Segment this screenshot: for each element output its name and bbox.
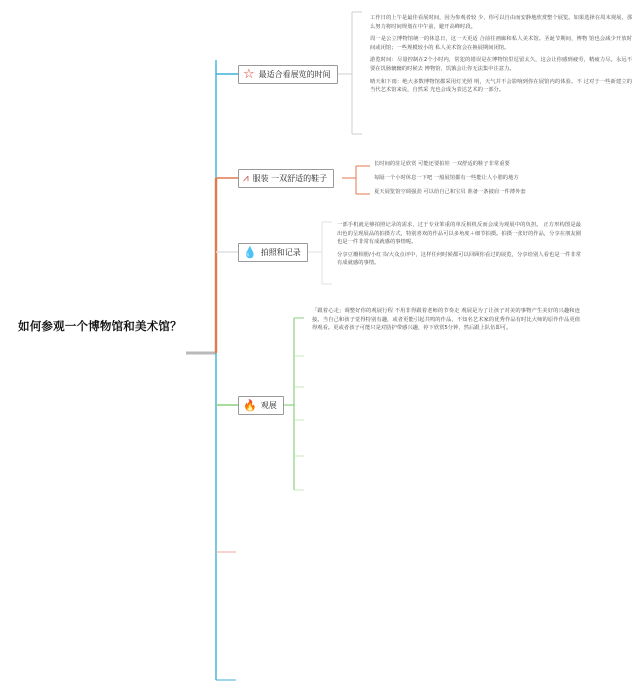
root-title: 如何参观一个博物馆和美术馆？: [18, 319, 182, 333]
note-paragraph: 分享豆瓣相册/小红书/大众点评中，这样任何时候都可以回顾你看过的展览，分享给别人看也是一件非常有成就感的事情。: [337, 251, 581, 267]
note-best-time: [370, 14, 632, 99]
branch-best-time[interactable]: [238, 65, 338, 84]
branch-label: 服装 一双舒适的鞋子: [252, 174, 328, 183]
fire-icon: 🔥: [243, 399, 257, 412]
note-photo: [337, 221, 581, 272]
branch-label: 拍照和记录: [260, 248, 301, 257]
leaf-rest-hourly: 每隔一个小时休息一下吧 一般展馆都有一些能让人小憩的地方: [374, 175, 519, 181]
star-icon: ☆: [243, 67, 255, 82]
note-paragraph: 「跟着心走」调整好你的观展行程 不用非得跟着老师的节奏走 观展是为了让孩子对美的事物产生美好的兴趣和连接。当自己和孩子觉得特别有趣，或者更能引起共鸣的作品，不知名艺术家的优秀作品有时比大师的原作作品更值得观看。更或者孩子可能只是对肋护带感兴趣，停下欣赏5分钟，然后跟上队伍即可。: [312, 308, 580, 332]
leaf-comfortable-shoes: 长时间的驻足欣赏 可能还要拍娃 一双舒适的鞋子非常重要: [374, 161, 510, 167]
water-drop-icon: 💧: [243, 246, 257, 259]
branch-viewing[interactable]: [238, 396, 284, 415]
branch-clothing[interactable]: [238, 169, 334, 188]
note-paragraph: 游览时间：尽量控制在2个小时内，常犯的错误是在博物馆里逗留太久，这会让你感到疲劳，精疲力尽。永远不要在饥肠辘辘的时候去 博物馆，饥饿会让你无法集中注意力。: [370, 57, 632, 72]
note-paragraph: 一部手机就足够拍照记录的需求，过于专业笨重的单反相机反而会成为观展中的负担。 正方形构图是最出色的呈现展品的拍摄方式，特别喜欢的作品可以多角度＋细节拍摄。拍摄一张好的作品，分享在朋友圈也是一件非常有成就感的事情呢。: [337, 222, 581, 246]
branch-photo[interactable]: [238, 243, 308, 262]
note-paragraph: 周一是公立博物馆统一的休息日，这一天更适 合前往画廊和私人美术馆。圣诞节期间，博物 馆也会减少开放时间或闭馆；一些规模较小的 私人美术馆会在换展期间闭馆。: [370, 36, 632, 51]
leaf-shawl: 夏天展览馆空调强劲 可以给自己和宝贝 准备一条披肩一件薄外套: [374, 189, 526, 195]
root-topic[interactable]: [18, 318, 182, 334]
note-paragraph: 晴天和下雨：绝大多数博物馆都采用灯光照 明，天气并不会影响到你在展馆内的体验。不 过对于一些新建立的当代艺术馆来说，自然采 光也会成为表达艺术的一部分。: [370, 78, 632, 94]
branch-label: 观展: [260, 401, 277, 410]
branch-label: 最适合看展览的时间: [258, 70, 331, 79]
note-paragraph: 工作日的上午是最佳看展时间，因为参观者较 少，你可以自由而安静地欣赏整个展览。如果选择在周末观展，那么努力将时间规划在中午前，避开高峰时段。: [370, 15, 632, 30]
shoe-icon: ⩘: [243, 172, 249, 184]
note-viewing: [312, 307, 580, 337]
